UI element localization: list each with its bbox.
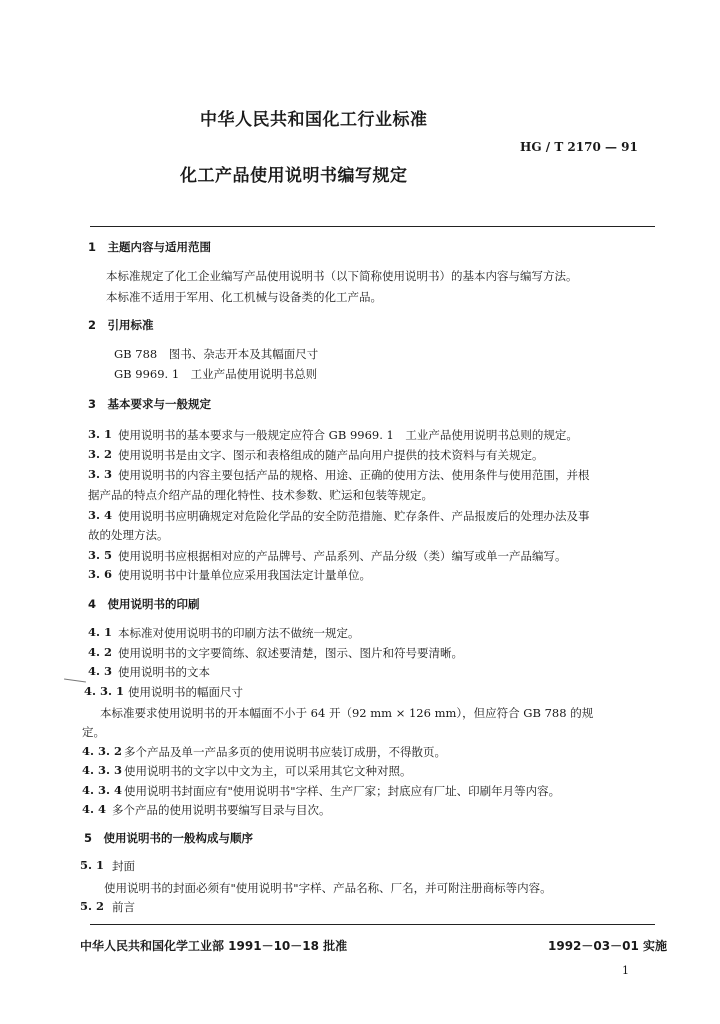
clause-4-3-1-body-line-1: 本标准要求使用说明书的开本幅面不小于 64 开（92 mm × 126 mm），但应符合 GB 788 的规 [100,706,594,720]
clause-4-3-2-text: 多个产品及单一产品多页的使用说明书应装订成册，不得散页。 [124,745,446,759]
clause-4-3-3-text: 使用说明书的文字以中文为主，可以采用其它文种对照。 [124,764,412,778]
section-5-heading: 5 使用说明书的一般构成与顺序 [84,831,253,845]
clause-3-5-text: 使用说明书应根据相对应的产品牌号、产品系列、产品分级（类）编写或单一产品编写。 [118,549,567,563]
clause-4-3-1-number: 4. 3. 1 [84,684,125,698]
section-1-paragraph-1: 本标准规定了化工企业编写产品使用说明书（以下简称使用说明书）的基本内容与编写方法。 [106,269,578,283]
clause-3-2-text: 使用说明书是由文字、图示和表格组成的随产品向用户提供的技术资料与有关规定。 [118,448,544,462]
clause-3-3-text-line-1: 使用说明书的内容主要包括产品的规格、用途、正确的使用方法、使用条件与使用范围，并根 [118,468,590,482]
issuing-organization: 中华人民共和国化工行业标准 [200,110,428,130]
clause-4-2-number: 4. 2 [88,645,113,659]
clause-5-2-text: 前言 [112,900,135,914]
section-4-heading: 4 使用说明书的印刷 [88,597,200,611]
clause-4-1-number: 4. 1 [88,625,113,639]
reference-gb9969: GB 9969. 1 工业产品使用说明书总则 [114,367,318,381]
clause-3-4-number: 3. 4 [88,508,113,522]
clause-4-1-text: 本标准对使用说明书的印刷方法不做统一规定。 [118,626,360,640]
clause-5-1-body: 使用说明书的封面必须有"使用说明书"字样、产品名称、厂名，并可附注册商标等内容。 [104,881,552,895]
reference-gb788: GB 788 图书、杂志开本及其幅面尺寸 [114,347,319,361]
clause-3-6-number: 3. 6 [88,567,113,581]
section-1-heading: 1 主题内容与适用范围 [88,240,212,254]
clause-4-3-2-number: 4. 3. 2 [82,744,123,758]
standard-code: HG / T 2170 — 91 [520,140,638,154]
clause-3-4-text-line-1: 使用说明书应明确规定对危险化学品的安全防范措施、贮存条件、产品报废后的处理办法及事 [118,509,590,523]
clause-4-3-1-text: 使用说明书的幅面尺寸 [128,685,243,699]
clause-4-3-text: 使用说明书的文本 [118,665,210,679]
clause-3-2-number: 3. 2 [88,447,113,461]
clause-4-4-number: 4. 4 [82,802,107,816]
clause-5-1-text: 封面 [112,859,135,873]
section-1-paragraph-2: 本标准不适用于军用、化工机械与设备类的化工产品。 [106,290,382,304]
header-divider [90,226,655,227]
footer-divider [90,924,655,925]
clause-4-4-text: 多个产品的使用说明书要编写目录与目次。 [112,803,331,817]
clause-4-3-3-number: 4. 3. 3 [82,763,123,777]
clause-4-3-number: 4. 3 [88,664,113,678]
approval-statement: 中华人民共和国化学工业部 1991－10－18 批准 [80,939,348,953]
clause-3-4-text-line-2: 故的处理方法。 [88,528,169,542]
clause-3-1-number: 3. 1 [88,427,113,441]
effective-date: 1992－03－01 实施 [548,939,667,953]
section-2-heading: 2 引用标准 [88,318,154,332]
clause-5-2-number: 5. 2 [80,899,105,913]
document-title: 化工产品使用说明书编写规定 [180,166,408,186]
clause-3-3-text-line-2: 据产品的特点介绍产品的理化特性、技术参数、贮运和包装等规定。 [88,488,433,502]
clause-3-6-text: 使用说明书中计量单位应采用我国法定计量单位。 [118,568,371,582]
clause-3-3-number: 3. 3 [88,467,113,481]
clause-4-3-1-body-line-2: 定。 [82,725,105,739]
page-number: 1 [622,964,629,977]
clause-3-1-text: 使用说明书的基本要求与一般规定应符合 GB 9969. 1 工业产品使用说明书总则的规定。 [118,428,578,442]
clause-4-3-4-text: 使用说明书封面应有"使用说明书"字样、生产厂家；封底应有厂址、印刷年月等内容。 [124,784,561,798]
scan-mark [64,678,86,682]
clause-5-1-number: 5. 1 [80,858,105,872]
clause-4-3-4-number: 4. 3. 4 [82,783,123,797]
clause-3-5-number: 3. 5 [88,548,113,562]
section-3-heading: 3 基本要求与一般规定 [88,397,212,411]
clause-4-2-text: 使用说明书的文字要简练、叙述要清楚，图示、图片和符号要清晰。 [118,646,463,660]
